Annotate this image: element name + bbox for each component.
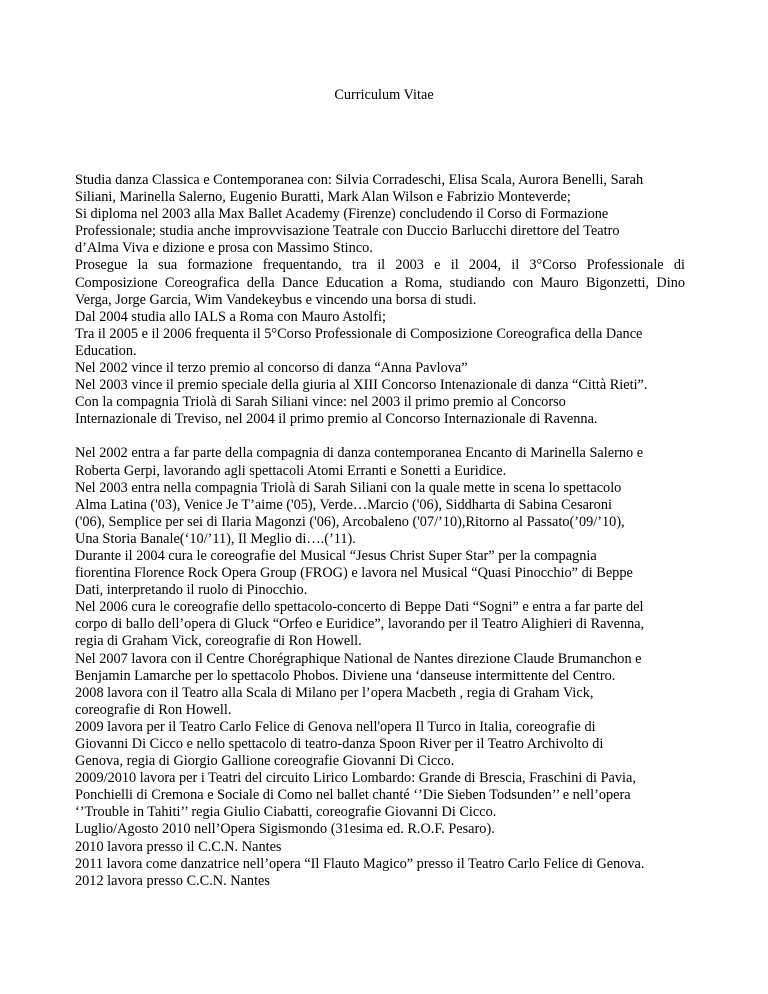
text-line: Luglio/Agosto 2010 nell’Opera Sigismondo (31esima ed. R.O.F. Pesaro). [75,821,495,838]
education-section [75,172,685,428]
text-line: Con la compagnia Triolà di Sarah Siliani vince: nel 2003 il primo premio al Concorso [75,394,566,411]
text-line: Nel 2002 vince il terzo premio al concorso di danza “Anna Pavlova” [75,360,468,377]
text-line: d’Alma Viva e dizione e prosa con Massimo Stinco. [75,240,373,257]
page-title: Curriculum Vitae [334,87,434,103]
text-line: corpo di ballo dell’opera di Gluck “Orfeo e Euridice”, lavorando per il Teatro Alighieri di Ravenna, [75,616,645,633]
text-line: Alma Latina ('03), Venice Je T’aime ('05), Verde…Marcio ('06), Siddharta di Sabina Cesaroni [75,496,612,513]
text-line: 2011 lavora come danzatrice nell’opera “Il Flauto Magico” presso il Teatro Carlo Felice di Genova. [75,855,645,872]
text-line: Studia danza Classica e Contemporanea con: Silvia Corradeschi, Elisa Scala, Aurora Benelli, Sarah [75,172,644,188]
text-line: Prosegue la sua formazione frequentando, tra il 2003 e il 2004, il 3°Corso Professionale di [75,257,685,274]
text-line: Genova, regia di Giorgio Gallione coreografie Giovanni Di Cicco. [75,753,455,770]
text-line: Nel 2003 vince il premio speciale della giuria al XIII Concorso Intenazionale di danza “Città Rieti”. [75,377,648,394]
text-line: Tra il 2005 e il 2006 frequenta il 5°Corso Professionale di Composizione Coreografica della Dance [75,325,643,342]
text-line: Nel 2003 entra nella compagnia Triolà di Sarah Siliani con la quale mette in scena lo spettacolo [75,479,622,496]
text-line: coreografie di Ron Howell. [75,701,232,718]
text-line: Nel 2007 lavora con il Centre Chorégraphique National de Nantes direzione Claude Brumanchon e [75,650,642,667]
text-line: Durante il 2004 cura le coreografie del Musical “Jesus Christ Super Star” per la compagnia [75,547,597,564]
text-line: Internazionale di Treviso, nel 2004 il primo premio al Concorso Internazionale di Ravenna. [75,411,598,428]
text-line: 2009 lavora per il Teatro Carlo Felice di Genova nell'opera Il Turco in Italia, coreografie di [75,718,596,735]
text-line: Nel 2006 cura le coreografie dello spettacolo-concerto di Beppe Dati “Sogni” e entra a far parte del [75,599,644,616]
text-line: 2012 lavora presso C.C.N. Nantes [75,872,270,889]
text-line: 2010 lavora presso il C.C.N. Nantes [75,838,282,855]
text-line: Siliani, Marinella Salerno, Eugenio Buratti, Mark Alan Wilson e Fabrizio Monteverde; [75,189,571,206]
text-line: Composizione Coreografica della Dance Education a Roma, studiando con Mauro Bigonzetti, Dino [75,274,685,291]
text-line: Dal 2004 studia allo IALS a Roma con Mauro Astolfi; [75,308,386,325]
text-line: Benjamin Lamarche per lo spettacolo Phobos. Diviene una ‘danseuse intermittente del Centro. [75,667,616,684]
text-line: regia di Graham Vick, coreografie di Ron Howell. [75,633,362,650]
text-line: Si diploma nel 2003 alla Max Ballet Academy (Firenze) concludendo il Corso di Formazione [75,206,609,223]
cv-body [75,172,685,890]
text-line: Ponchielli di Cremona e Sociale di Como nel ballet chanté ‘’Die Sieben Todsunden’’ e nell’opera [75,787,631,804]
text-line: 2008 lavora con il Teatro alla Scala di Milano per l’opera Macbeth , regia di Graham Vick, [75,684,594,701]
paragraph-gap [75,428,685,445]
text-line: 2009/2010 lavora per i Teatri del circuito Lirico Lombardo: Grande di Brescia, Fraschini di Pavia, [75,770,636,787]
text-line: ‘’Trouble in Tahiti’’ regia Giulio Ciabatti, coreografie Giovanni Di Cicco. [75,804,497,821]
text-line: Verga, Jorge Garcia, Wim Vandekeybus e vincendo una borsa di studi. [75,291,477,308]
career-section [75,445,685,889]
text-line: Dati, interpretando il ruolo di Pinocchio. [75,582,308,599]
text-line: Giovanni Di Cicco e nello spettacolo di teatro-danza Spoon River per il Teatro Archivolto di [75,736,604,752]
text-line: Una Storia Banale(‘10/’11), Il Meglio di….(’11). [75,530,356,547]
text-line: Roberta Gerpi, lavorando agli spettacoli Atomi Erranti e Sonetti a Euridice. [75,462,507,479]
text-line: ('06), Semplice per sei di Ilaria Magonzi ('06), Arcobaleno ('07/’10),Ritorno al Passato(’09/’10), [75,513,625,530]
text-line: Nel 2002 entra a far parte della compagnia di danza contemporanea Encanto di Marinella Salerno e [75,445,644,462]
text-line: Professionale; studia anche improvvisazione Teatrale con Duccio Barlucchi direttore del Teatro [75,223,620,240]
text-line: Education. [75,342,137,359]
text-line: fiorentina Florence Rock Opera Group (FROG) e lavora nel Musical “Quasi Pinocchio” di Beppe [75,565,633,582]
